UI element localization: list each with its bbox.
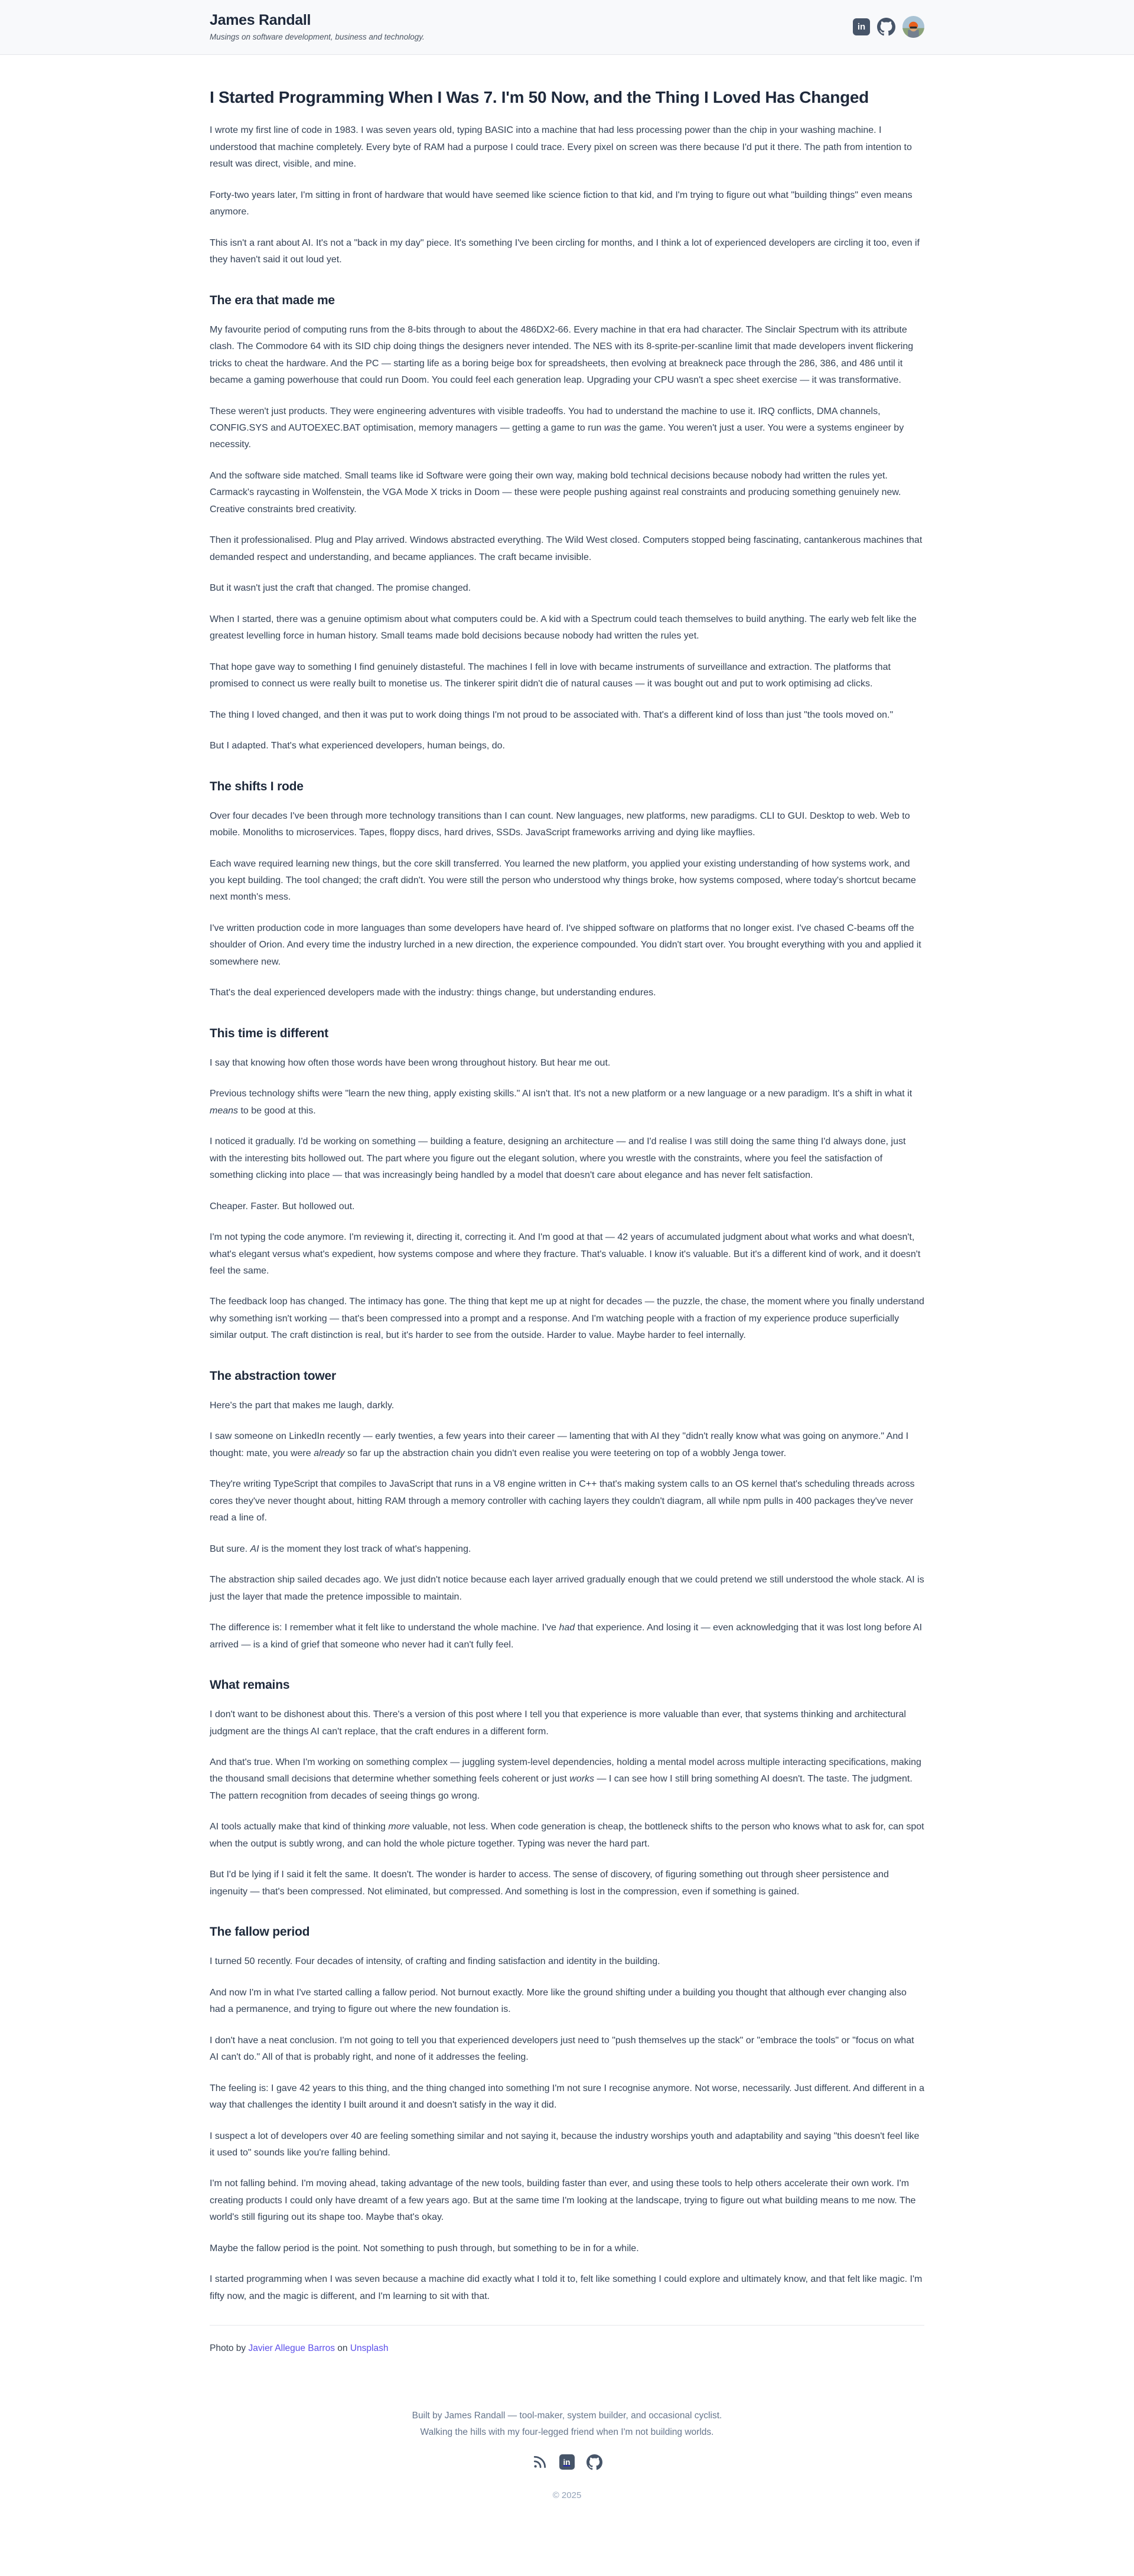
footer-social-icons xyxy=(0,2454,1134,2470)
post-divider xyxy=(210,2325,924,2326)
article-paragraph: Each wave required learning new things, but the core skill transferred. You learned the new platform, you applied your existing understanding of how systems work, and you kept building. The tool changed; the craft didn't. You were still the person who understood why things broke, how systems composed, where today's shortcut became next month's mess. xyxy=(210,858,916,903)
photo-credit: Photo by Javier Allegue Barros on Unsplash xyxy=(210,2343,389,2354)
main-content xyxy=(210,55,924,2354)
article-paragraph: I've written production code in more languages than some developers have heard of. I've shipped software on platforms that no longer exist. I've chased C-beams off the shoulder of Orion. And every time the industry lurched in a new direction, the experience compounded. You didn't start over. You brought everything with you and applied it somewhere new. xyxy=(210,923,921,967)
article-paragraph: Over four decades I've been through more technology transitions than I can count. New languages, new platforms, new paradigms. CLI to GUI. Desktop to web. Web to mobile. Monoliths to microservices. Tapes, floppy discs, hard drives, SSDs. JavaScript frameworks arriving and dying like mayflies. xyxy=(210,810,910,838)
article-paragraph: Then it professionalised. Plug and Play arrived. Windows abstracted everything. The Wild West closed. Computers stopped being fascinating, cantankerous machines that demanded respect and understanding, and became appliances. The craft became invisible. xyxy=(210,535,923,562)
article-paragraph: I wrote my first line of code in 1983. I was seven years old, typing BASIC into a machine that had less processing power than the chip in your washing machine. I understood that machine completely. Every byte of RAM had a purpose I could trace. Every pixel on screen was there because I'd put it there. The path from intention to result was direct, visible, and mine. xyxy=(210,125,912,170)
site-subtitle: Musings on software development, business and technology. xyxy=(210,32,425,41)
article-body xyxy=(210,122,924,2305)
avatar[interactable] xyxy=(902,16,924,38)
article-paragraph: The difference is: I remember what it felt like to understand the whole machine. I've had that experience. And losing it — even acknowledging that it was lost long before AI arrived — is a kind of grief that someone who never had it can't fully feel. xyxy=(210,1623,923,1650)
article-paragraph: Previous technology shifts were "learn the new thing, apply existing skills." AI isn't that. It's not a new platform or a new language or a new paradigm. It's a shift in what it means to be good at this. xyxy=(210,1089,913,1116)
article-paragraph: But I'd be lying if I said it felt the same. It doesn't. The wonder is harder to access. The sense of discovery, of figuring something out through sheer persistence and ingenuity — that's been compressed. Not eliminated, but compressed. And something is lost in the compression, even if something is gained. xyxy=(210,1870,889,1897)
rss-icon[interactable] xyxy=(532,2454,548,2470)
article-paragraph: But it wasn't just the craft that changed. The promise changed. xyxy=(210,583,471,594)
site-title[interactable]: James Randall xyxy=(210,12,311,28)
article-paragraph: When I started, there was a genuine optimism about what computers could be. A kid with a Spectrum could teach themselves to build anything. The early web felt like the greatest levelling force in human history. Small teams made bold decisions because nobody had written the rules yet. xyxy=(210,614,917,641)
article-paragraph: I don't want to be dishonest about this. There's a version of this post where I tell you that experience is more valuable than ever, that systems thinking and architectural judgment are the things AI can't replace, that the craft endures in a different form. xyxy=(210,1709,906,1737)
article-paragraph: Maybe the fallow period is the point. Not something to push through, but something to be in for a while. xyxy=(210,2243,639,2253)
article-paragraph: This isn't a rant about AI. It's not a "back in my day" piece. It's something I've been circling for months, and I think a lot of experienced developers are circling it too, even if they haven't said it out loud yet. xyxy=(210,237,920,265)
photo-credit-link[interactable]: Javier Allegue Barros xyxy=(248,2343,335,2354)
site-header xyxy=(0,0,1134,55)
section-heading: What remains xyxy=(210,1678,290,1692)
article-paragraph: I started programming when I was seven because a machine did exactly what I told it to, felt like something I could explore and ultimately know, and that felt like magic. I'm fifty now, and the magic is different, and I'm learning to sit with that. xyxy=(210,2274,923,2301)
footer-byline: Built by James Randall — tool-maker, system builder, and occasional cyclist. xyxy=(412,2411,722,2421)
article-paragraph: I turned 50 recently. Four decades of intensity, of crafting and finding satisfaction and identity in the building. xyxy=(210,1956,660,1967)
article-paragraph: Cheaper. Faster. But hollowed out. xyxy=(210,1201,355,1212)
article-paragraph: The thing I loved changed, and then it was put to work doing things I'm not proud to be associated with. That's a different kind of loss than just "the tools moved on." xyxy=(210,709,894,720)
section-heading: The fallow period xyxy=(210,1925,310,1939)
photo-credit-link[interactable]: Unsplash xyxy=(350,2343,389,2354)
article-paragraph: But sure. AI is the moment they lost track of what's happening. xyxy=(210,1543,471,1554)
article-paragraph: AI tools actually make that kind of thinking more valuable, not less. When code generation is cheap, the bottleneck shifts to the person who knows what to ask for, can spot when the output is subtly wrong, and can hold the whole picture together. Typing was never the hard part. xyxy=(210,1822,924,1849)
github-icon-glyph xyxy=(586,2454,602,2470)
article-paragraph: They're writing TypeScript that compiles to JavaScript that runs in a V8 engine written in C++ that's making system calls to an OS kernel that's scheduling threads across cores they've never thought about, hitting RAM through a memory controller with caching layers they couldn't diagram, all while npm pulls in 400 packages they've never read a line of. xyxy=(210,1479,915,1523)
article-paragraph: Here's the part that makes me laugh, darkly. xyxy=(210,1400,395,1411)
article-paragraph: And that's true. When I'm working on something complex — juggling system-level dependencies, holding a mental model across multiple interacting specifications, making the thousand small decisions that determine whether something feels coherent or just works — I can see how I still bring something AI doesn't. The taste. The judgment. The pattern recognition from decades of seeing things go wrong. xyxy=(210,1757,921,1801)
post-title: I Started Programming When I Was 7. I'm 50 Now, and the Thing I Loved Has Changed xyxy=(210,88,869,106)
site-branding xyxy=(210,12,425,41)
linkedin-icon-glyph: in xyxy=(853,18,870,35)
article-paragraph: The feeling is: I gave 42 years to this thing, and the thing changed into something I'm not sure I recognise anymore. Not worse, necessarily. Just different. And different in a way that challenges the identity I built around it and doesn't satisfy in the way it did. xyxy=(210,2083,924,2111)
header-social-icons xyxy=(853,16,924,38)
article-paragraph: These weren't just products. They were engineering adventures with visible tradeoffs. You had to understand the machine to use it. IRQ conflicts, DMA channels, CONFIG.SYS and AUTOEXEC.BAT optimisation, memory managers — getting a game to run was the game. You weren't just a user. You were a systems engineer by necessity. xyxy=(210,406,904,450)
article-paragraph: I'm not falling behind. I'm moving ahead, taking advantage of the new tools, building faster than ever, and using these tools to help others accelerate their own work. I'm creating products I could only have dreamt of a few years ago. But at the same time I'm looking at the landscape, trying to figure out what building means to me now. The world's still figuring out its shape too. Maybe that's okay. xyxy=(210,2178,916,2223)
rss-icon-glyph xyxy=(532,2454,548,2470)
section-heading: The era that made me xyxy=(210,293,335,307)
copyright: © 2025 xyxy=(552,2490,582,2501)
article-paragraph: I don't have a neat conclusion. I'm not going to tell you that experienced developers just need to "push themselves up the stack" or "embrace the tools" or "focus on what AI can't do." All of that is probably right, and none of it addresses the feeling. xyxy=(210,2035,914,2063)
avatar-photo xyxy=(902,16,924,38)
article-paragraph: I noticed it gradually. I'd be working on something — building a feature, designing an architecture — and I'd realise I was still doing the same thing I'd always done, just with the interesting bits hollowed out. The part where you figure out the elegant solution, where you wrestle with the constraints, where you feel the satisfaction of something clicking into place — that was increasingly being handled by a model that doesn't care about elegance and has never felt satisfaction. xyxy=(210,1136,906,1181)
github-icon[interactable] xyxy=(877,18,895,36)
article-paragraph: The feedback loop has changed. The intimacy has gone. The thing that kept me up at night for decades — the puzzle, the chase, the moment where you finally understand why something isn't working — that's been compressed into a prompt and a response. And I'm watching people with a fraction of my experience produce superficially similar output. The craft distinction is real, but it's harder to see from the outside. Harder to value. Maybe harder to feel internally. xyxy=(210,1297,924,1341)
article-paragraph: I saw someone on LinkedIn recently — early twenties, a few years into their career — lamenting that with AI they "didn't really know what was going on anymore." And I thought: mate, you were already so far up the abstraction chain you didn't even realise you were teetering on top of a wobbly Jenga tower. xyxy=(210,1431,909,1458)
section-heading: The shifts I rode xyxy=(210,779,304,793)
article-paragraph: That hope gave way to something I find genuinely distasteful. The machines I fell in love with became instruments of surveillance and extraction. The platforms that promised to connect us were really built to monetise us. The tinkerer spirit didn't die of natural causes — it was bought out and put to work optimising ad clicks. xyxy=(210,662,891,689)
article-paragraph: And now I'm in what I've started calling a fallow period. Not burnout exactly. More like the ground shifting under a building you thought that although ever changing also had a permanence, and trying to figure out where the new foundation is. xyxy=(210,1987,907,2015)
footer-tagline: Walking the hills with my four-legged friend when I'm not building worlds. xyxy=(420,2427,714,2438)
github-icon-glyph xyxy=(877,18,895,36)
article-paragraph: I say that knowing how often those words have been wrong throughout history. But hear me out. xyxy=(210,1057,611,1068)
site-footer xyxy=(0,2354,1134,2576)
article-paragraph: But I adapted. That's what experienced developers, human beings, do. xyxy=(210,741,505,751)
article-paragraph: My favourite period of computing runs from the 8-bits through to about the 486DX2-66. Every machine in that era had character. The Sinclair Spectrum with its attribute clash. The Commodore 64 with its SID chip doing things the designers never intended. The NES with its 8-sprite-per-scanline limit that made developers invent flickering tricks to cheat the hardware. And the PC — starting life as a boring beige box for spreadsheets, then evolving at breakneck pace through the 286, 386, and 486 until it became a gaming powerhouse that could run Doom. You could feel each generation leap. Upgrading your CPU wasn't a spec sheet exercise — it was transformative. xyxy=(210,324,914,386)
article-paragraph: The abstraction ship sailed decades ago. We just didn't notice because each layer arrived gradually enough that we could pretend we still understood the whole stack. AI is just the layer that made the pretence impossible to maintain. xyxy=(210,1575,924,1602)
linkedin-icon-glyph: in xyxy=(559,2454,575,2470)
article-paragraph: I'm not typing the code anymore. I'm reviewing it, directing it, correcting it. And I'm good at that — 42 years of accumulated judgment about what works and what doesn't, what's elegant versus what's expedient, how systems compose and where they fracture. That's valuable. I know it's valuable. But it's a different kind of work, and it doesn't feel the same. xyxy=(210,1232,921,1276)
article-paragraph: That's the deal experienced developers made with the industry: things change, but understanding endures. xyxy=(210,988,656,998)
article-paragraph: Forty-two years later, I'm sitting in front of hardware that would have seemed like science fiction to that kid, and I'm trying to figure out what "building things" even means anymore. xyxy=(210,190,913,217)
section-heading: The abstraction tower xyxy=(210,1369,337,1383)
article-paragraph: I suspect a lot of developers over 40 are feeling something similar and not saying it, because the industry worships youth and adaptability and saying "this doesn't feel like it used to" sounds like you're falling behind. xyxy=(210,2131,920,2158)
linkedin-icon[interactable] xyxy=(853,18,870,35)
linkedin-icon[interactable] xyxy=(559,2454,575,2470)
github-icon[interactable] xyxy=(586,2454,602,2470)
section-heading: This time is different xyxy=(210,1026,328,1040)
article-paragraph: And the software side matched. Small teams like id Software were going their own way, making bold technical decisions because nobody had written the rules yet. Carmack's raycasting in Wolfenstein, the VGA Mode X tricks in Doom — these were people pushing against real constraints and producing something genuinely new. Creative constraints bred creativity. xyxy=(210,470,901,514)
